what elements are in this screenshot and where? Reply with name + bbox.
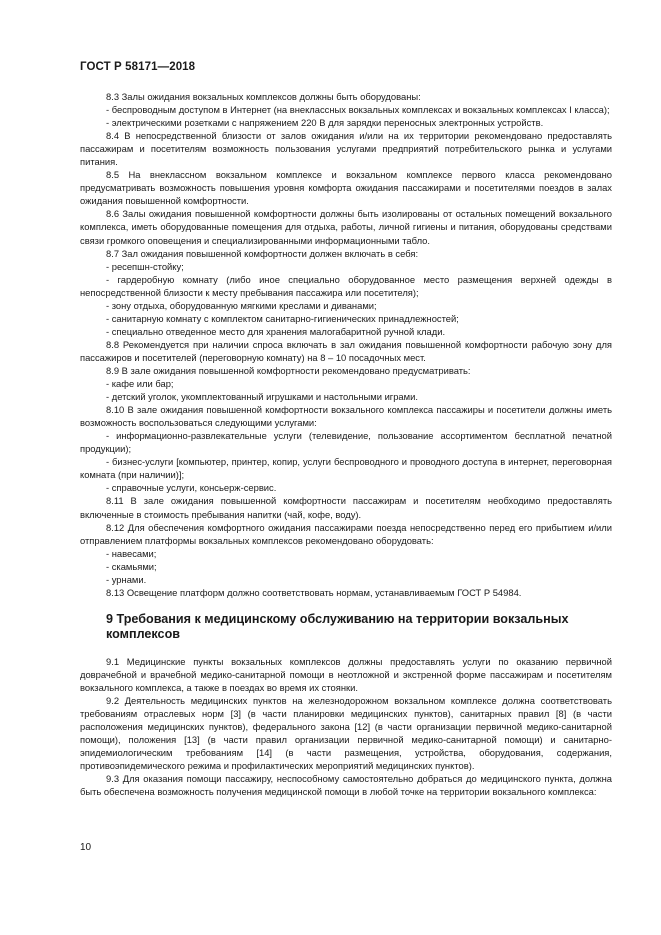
document-code-header: ГОСТ Р 58171—2018 xyxy=(80,61,196,73)
list-item: - санитарную комнату с комплектом санитарно-гигиенических принадлежностей; xyxy=(106,312,459,324)
paragraph: 8.6 Залы ожидания повышенной комфортности должны быть изолированы от остальных помещений вокзального комплекса, иметь оборудованные помещения для отдыха, работы, личной гигиены и питания, оборудованы средствами связи громкого оповещения и специализированными информационными табло. xyxy=(80,208,612,246)
paragraph: 8.11 В зале ожидания повышенной комфортности пассажирам и посетителям необходимо предоставлять включенные в стоимость пребывания напитки (чай, кофе, воду). xyxy=(80,495,612,520)
paragraph: 8.5 На внеклассном вокзальном комплексе и вокзальном комплексе первого класса рекомендовано предусматривать возможность повышения уровня комфорта ожидания пассажирами и посетителями поездов в залах ожидания повышенной комфортности. xyxy=(80,169,612,207)
paragraph: 8.9 В зале ожидания повышенной комфортности рекомендовано предусматривать: xyxy=(106,364,471,376)
list-item: - урнами. xyxy=(106,573,147,585)
list-item: - электрическими розетками с напряжением 220 В для зарядки переносных электронных устройств. xyxy=(106,117,544,129)
document-body xyxy=(80,90,612,798)
list-item: - информационно-развлекательные услуги (телевидение, пользование ассортиментом бесплатной печатной продукции); xyxy=(80,430,612,455)
paragraph: 9.2 Деятельность медицинских пунктов на железнодорожном вокзальном комплексе должна соответствовать требованиям отраслевых норм [3] (в части планировки медицинских пунктов), санитарных правил [8] (в части расположения медицинских пунктов), федерального закона [12] (в части организации первичной медико-санитарной помощи), положения [13] (в части правил организации первичной медико-санитарной помощи) и санитарно-эпидемиологическим требованиям [14] (в части размещения, устройства, оборудования, содержания, противоэпидемического режима и профилактических мероприятий медицинских пунктов). xyxy=(80,694,612,772)
list-item: - навесами; xyxy=(106,547,157,559)
section-heading: 9 Требования к медицинскому обслуживанию на территории вокзальных комплексов xyxy=(106,611,569,642)
paragraph: 8.7 Зал ожидания повышенной комфортности должен включать в себя: xyxy=(106,247,419,259)
list-item: - специально отведенное место для хранения малогабаритной ручной клади. xyxy=(106,325,446,337)
paragraph: 8.8 Рекомендуется при наличии спроса включать в зал ожидания повышенной комфортности рабочую зону для пассажиров и посетителей (переговорную комнату) на 8 – 10 посадочных мест. xyxy=(80,338,612,363)
list-item: - бизнес-услуги [компьютер, принтер, копир, услуги беспроводного и проводного доступа в интернет, переговорная комната (при наличии)]; xyxy=(80,456,612,481)
paragraph: 8.10 В зале ожидания повышенной комфортности вокзального комплекса пассажиры и посетители должны иметь возможность воспользоваться следующими услугами: xyxy=(80,404,612,429)
list-item: - ресепшн-стойку; xyxy=(106,260,184,272)
paragraph: 8.12 Для обеспечения комфортного ожидания пассажирами поезда непосредственно перед его прибытием и/или отправлением платформы вокзальных комплексов рекомендовано оборудовать: xyxy=(80,521,612,546)
list-item: - кафе или бар; xyxy=(106,378,174,390)
paragraph: 9.3 Для оказания помощи пассажиру, неспособному самостоятельно добраться до медицинского пункта, должна быть обеспечена возможность получения медицинской помощи в любой точке на территории вокзального комплекса: xyxy=(80,773,612,798)
list-item: - скамьями; xyxy=(106,560,157,572)
list-item: - гардеробную комнату (либо иное специально оборудованное место размещения верхней одежды в непосредственной близости к месту пребывания пассажира или посетителя); xyxy=(80,273,612,298)
list-item: - беспроводным доступом в Интернет (на внеклассных вокзальных комплексах и вокзальных комплексах I класса); xyxy=(106,104,610,116)
paragraph: 9.1 Медицинские пункты вокзальных комплексов должны предоставлять услуги по оказанию первичной доврачебной и врачебной медико-санитарной помощи в неотложной и экстренной форме пассажирам и посетителям вокзального комплекса, а также в поездах во время их стоянки. xyxy=(80,655,612,693)
list-item: - зону отдыха, оборудованную мягкими креслами и диванами; xyxy=(106,299,377,311)
paragraph: 8.4 В непосредственной близости от залов ожидания и/или на их территории рекомендовано предоставлять пассажирам и посетителям возможность пользования услугами предприятий потребительского рынка и услугами питания. xyxy=(80,130,612,168)
list-item: - детский уголок, укомплектованный игрушками и настольными играми. xyxy=(106,391,418,403)
paragraph: 8.3 Залы ожидания вокзальных комплексов должны быть оборудованы: xyxy=(106,91,421,102)
list-item: - справочные услуги, консьерж-сервис. xyxy=(106,482,277,494)
paragraph: 8.13 Освещение платформ должно соответствовать нормам, устанавливаемым ГОСТ Р 54984. xyxy=(106,586,522,598)
page-number: 10 xyxy=(80,842,92,853)
